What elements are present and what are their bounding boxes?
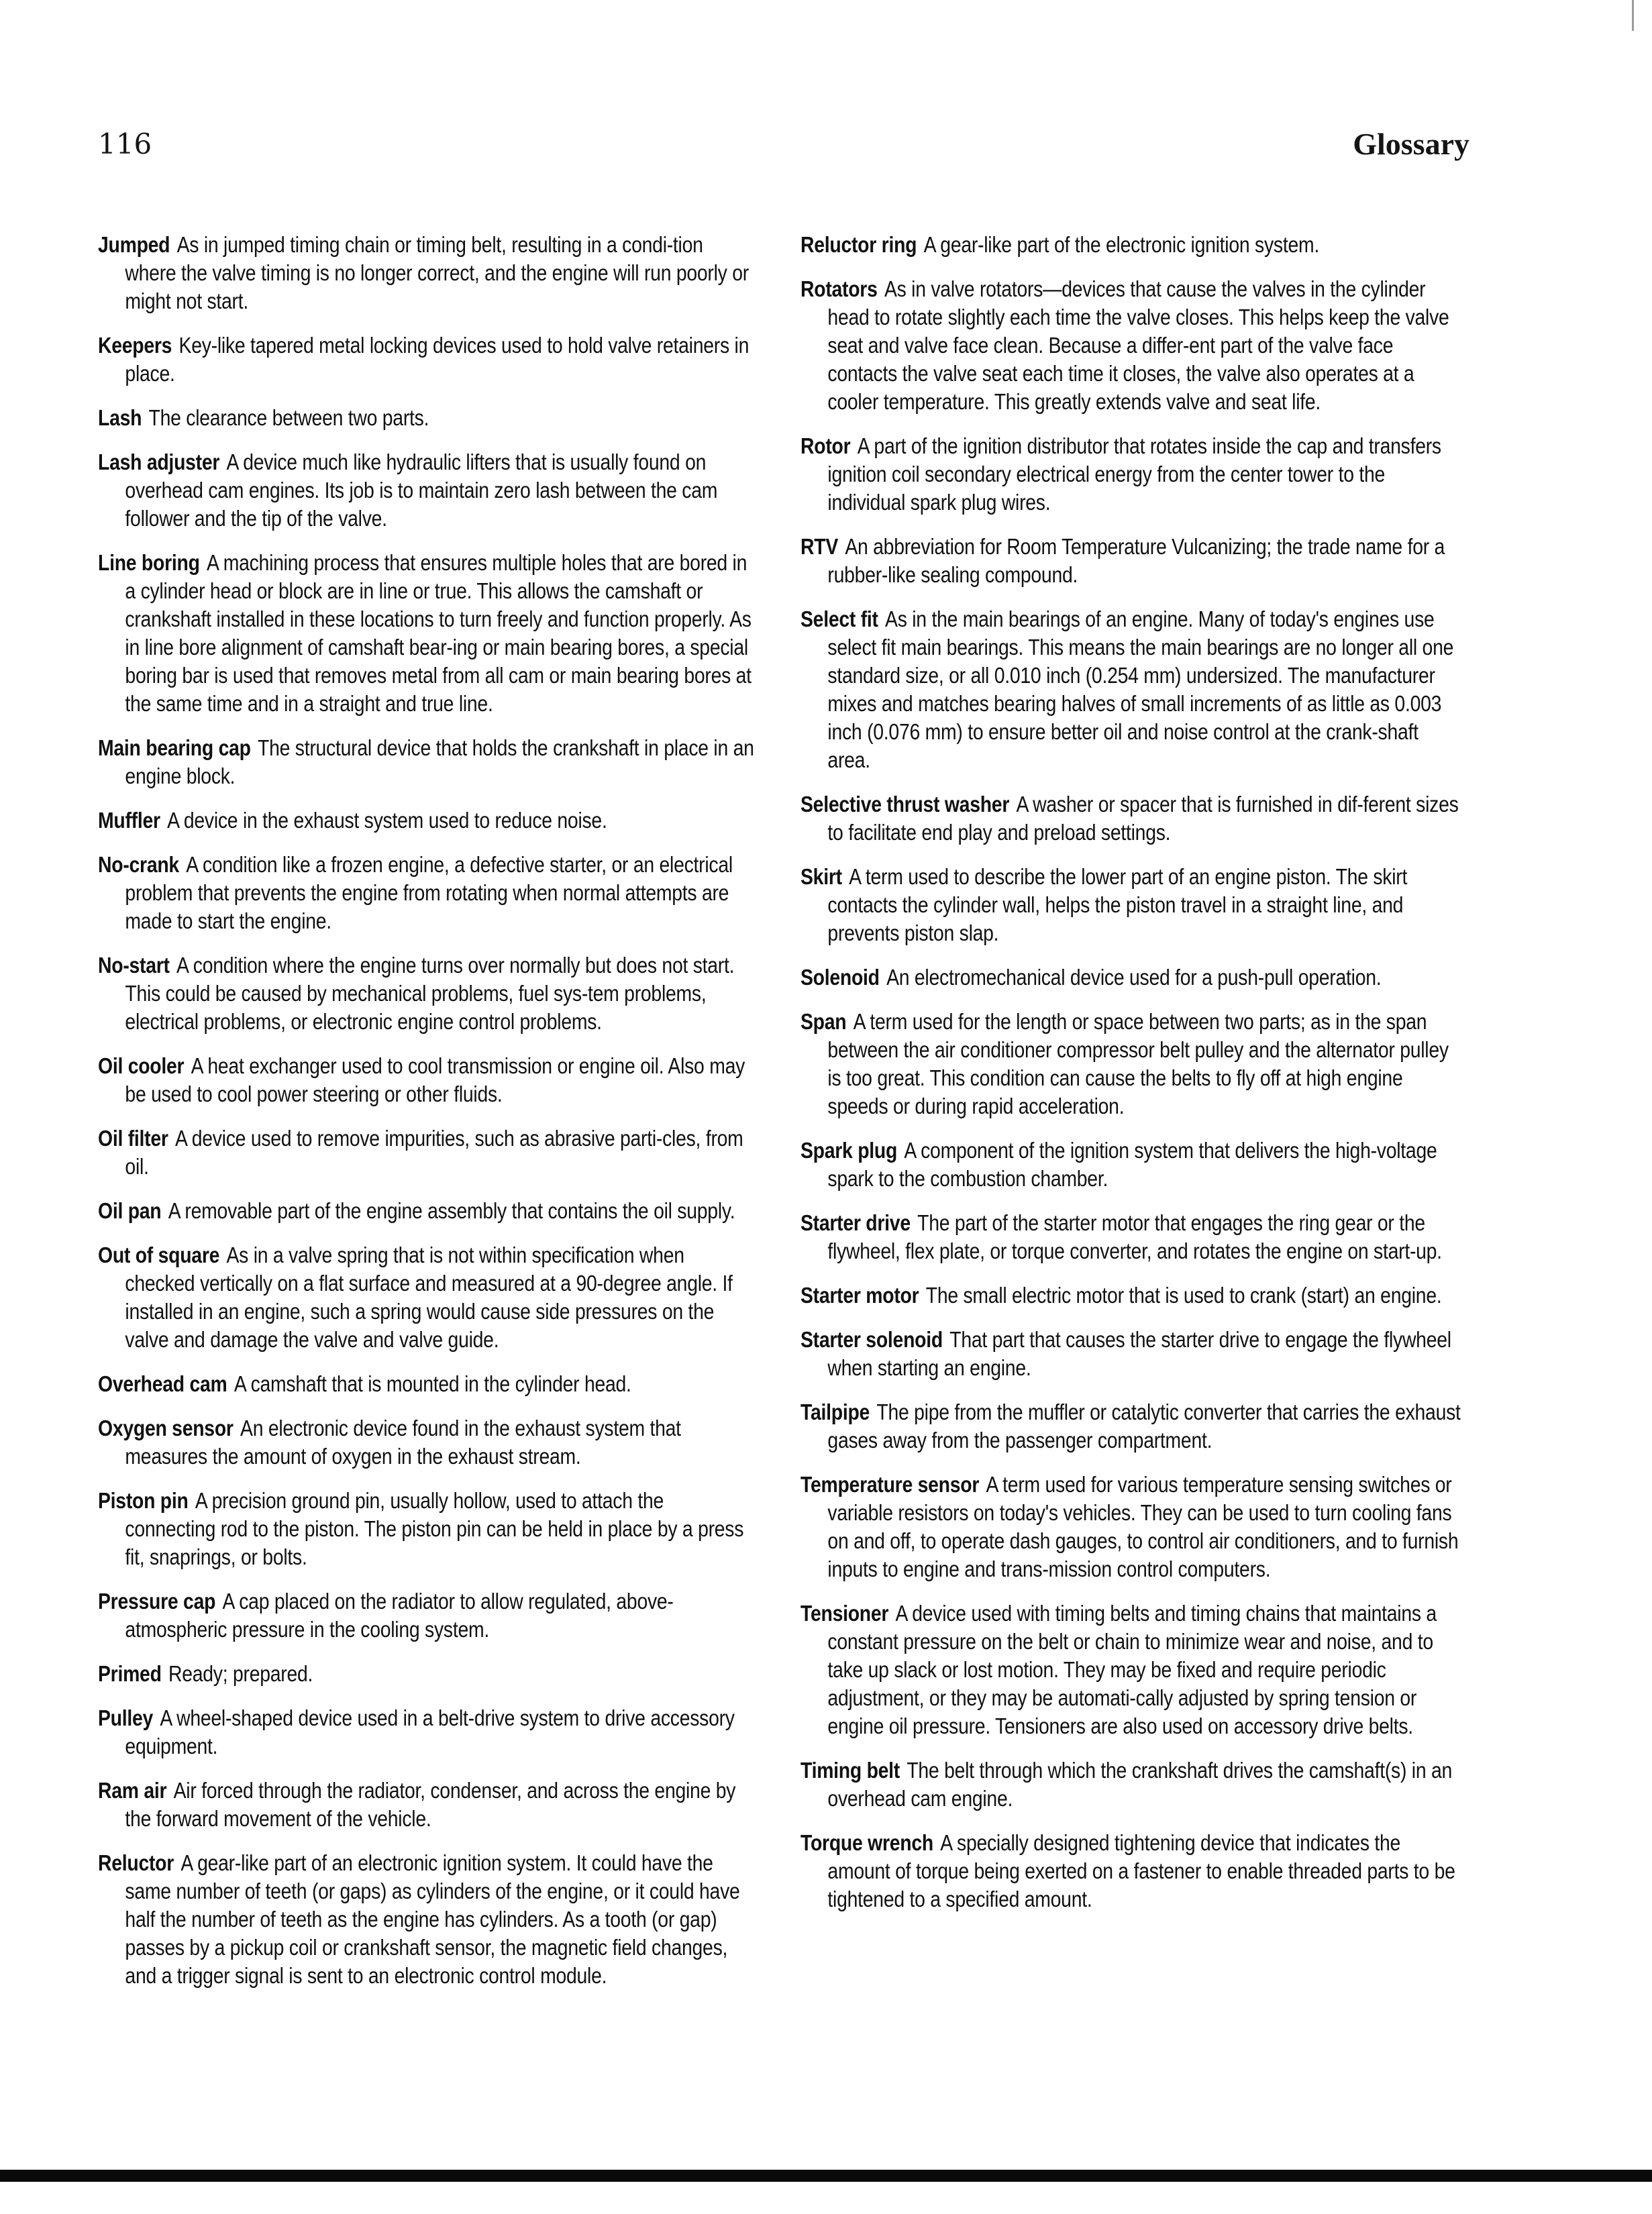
glossary-term: Primed [98, 1661, 162, 1686]
glossary-term: RTV [801, 534, 838, 559]
glossary-definition: A precision ground pin, usually hollow, used to attach the connecting rod to the piston. The piston pin can be held in place by a press fit, snaprings, or bolts. [125, 1488, 744, 1569]
glossary-term: Skirt [801, 864, 842, 889]
glossary-entry [98, 1587, 758, 1644]
glossary-entry [801, 1008, 1461, 1120]
glossary-entry [98, 231, 758, 315]
glossary-term: Lash adjuster [98, 450, 220, 474]
glossary-term: Rotor [801, 433, 851, 458]
bottom-rule [0, 2170, 1652, 2182]
glossary-term: Jumped [98, 232, 170, 257]
glossary-entry [801, 1829, 1461, 1913]
glossary-entry [98, 1487, 758, 1571]
glossary-definition: As in valve rotators—devices that cause the valves in the cylinder head to rotate slightly each time the valve closes. This helps keep the valve seat and valve face clean. Because a differ-ent part of the valve face contacts the valve seat each time it closes, the valve also operates at a cooler temperature. This greatly extends valve and seat life. [827, 276, 1449, 414]
glossary-entry [98, 1704, 758, 1760]
glossary-entry [801, 432, 1461, 517]
glossary-entry [801, 1209, 1461, 1265]
glossary-entry [801, 1398, 1461, 1455]
glossary-term: Oxygen sensor [98, 1416, 234, 1440]
glossary-term: Selective thrust washer [801, 792, 1010, 816]
glossary-definition: An electronic device found in the exhaust system that measures the amount of oxygen in the exhaust stream. [125, 1416, 681, 1469]
glossary-definition: An electromechanical device used for a push-pull operation. [886, 965, 1382, 990]
glossary-term: Rotators [801, 276, 878, 301]
glossary-definition: A specially designed tightening device that indicates the amount of torque being exerted on a fastener to enable threaded parts to be tightened to a specified amount. [827, 1830, 1455, 1911]
glossary-entry [98, 1777, 758, 1833]
glossary-entry [801, 533, 1461, 589]
glossary-definition: As in jumped timing chain or timing belt, resulting in a condi-tion where the valve timing is no longer correct, and the engine will run poorly or might not start. [125, 232, 749, 313]
glossary-definition: A condition like a frozen engine, a defective starter, or an electrical problem that prevents the engine from rotating when normal attempts are made to start the engine. [125, 852, 733, 933]
glossary-definition: A term used to describe the lower part of an engine piston. The skirt contacts the cylinder wall, helps the piston travel in a straight line, and prevents piston slap. [827, 864, 1408, 945]
glossary-definition: That part that causes the starter drive to engage the flywheel when starting an engine. [827, 1327, 1451, 1380]
glossary-entry [801, 1281, 1461, 1310]
glossary-term: Starter solenoid [801, 1327, 943, 1352]
glossary-term: Select fit [801, 607, 878, 631]
glossary-entry [801, 1756, 1461, 1813]
glossary-definition: A cap placed on the radiator to allow regulated, above-atmospheric pressure in the cooling system. [125, 1589, 674, 1642]
glossary-term: Torque wrench [801, 1830, 933, 1855]
glossary-entry [98, 1414, 758, 1471]
glossary-term: Out of square [98, 1243, 220, 1267]
glossary-entry [98, 1241, 758, 1354]
glossary-term: Reluctor ring [801, 232, 917, 257]
glossary-term: Line boring [98, 550, 200, 575]
glossary-term: Ram air [98, 1778, 167, 1803]
glossary-term: Piston pin [98, 1488, 189, 1513]
glossary-term: Starter drive [801, 1210, 911, 1235]
glossary-entry [98, 851, 758, 935]
glossary-definition: The structural device that holds the crankshaft in place in an engine block. [125, 735, 754, 788]
glossary-entry [801, 605, 1461, 774]
glossary-term: Span [801, 1009, 847, 1034]
glossary-entry [98, 448, 758, 533]
glossary-term: Reluctor [98, 1850, 174, 1875]
glossary-definition: A washer or spacer that is furnished in dif-ferent sizes to facilitate end play and preload settings. [827, 792, 1459, 845]
glossary-entry [801, 1471, 1461, 1583]
glossary-entry [801, 275, 1461, 416]
glossary-definition: A device much like hydraulic lifters that is usually found on overhead cam engines. Its job is to maintain zero lash between the cam follower and the tip of the valve. [125, 450, 718, 531]
glossary-definition: An abbreviation for Room Temperature Vulcanizing; the trade name for a rubber-like sealing compound. [827, 534, 1445, 587]
glossary-definition: A camshaft that is mounted in the cylinder head. [234, 1371, 631, 1396]
glossary-definition: A machining process that ensures multiple holes that are bored in a cylinder head or block are in line or true. This allows the camshaft or crankshaft installed in these locations to turn freely and function properly. As in line bore alignment of camshaft bear-ing or main bearing bores, a special boring bar is used that removes metal from all cam or main bearing bores at the same time and in a straight and true line. [125, 550, 752, 716]
glossary-entry [801, 1137, 1461, 1193]
glossary-entry [98, 1197, 758, 1225]
glossary-term: Overhead cam [98, 1371, 227, 1396]
running-head: Glossary [1353, 127, 1469, 161]
glossary-entry [98, 1660, 758, 1688]
glossary-entry [98, 1849, 758, 1990]
glossary-entry [98, 1052, 758, 1108]
glossary-term: No-crank [98, 852, 179, 877]
glossary-term: Muffler [98, 808, 160, 833]
glossary-entry [98, 331, 758, 388]
glossary-entry [801, 863, 1461, 947]
glossary-term: Keepers [98, 333, 172, 358]
glossary-term: Tailpipe [801, 1400, 870, 1424]
glossary-definition: A condition where the engine turns over normally but does not start. This could be caused by mechanical problems, fuel sys-tem problems, electrical problems, or electronic engine control problems. [125, 953, 735, 1034]
glossary-definition: A heat exchanger used to cool transmission or engine oil. Also may be used to cool power steering or other fluids. [125, 1053, 745, 1106]
glossary-entry [98, 734, 758, 790]
glossary-term: Main bearing cap [98, 735, 251, 760]
scan-edge-mark [1632, 0, 1634, 31]
glossary-definition: As in a valve spring that is not within specification when checked vertically on a flat surface and measured at a 90-degree angle. If installed in an engine, such a spring would cause side pressures on the valve and damage the valve and valve guide. [125, 1243, 733, 1352]
glossary-definition: The small electric motor that is used to crank (start) an engine. [925, 1283, 1442, 1308]
glossary-term: Solenoid [801, 965, 880, 990]
glossary-entry [801, 790, 1461, 847]
glossary-definition: A term used for the length or space between two parts; as in the span between the air conditioner compressor belt pulley and the alternator pulley is too great. This condition can cause the belts to fly off at high engine speeds or during rapid acceleration. [827, 1009, 1449, 1118]
glossary-definition: A component of the ignition system that delivers the high-voltage spark to the combustion chamber. [827, 1138, 1437, 1191]
glossary-term: Tensioner [801, 1601, 889, 1626]
glossary-definition: A term used for various temperature sensing switches or variable resistors on today's vehicles. They can be used to turn cooling fans on and off, to operate dash gauges, to control air conditioners, and to furnish inputs to engine and trans-mission control computers. [827, 1472, 1459, 1581]
glossary-definition: A part of the ignition distributor that rotates inside the cap and transfers ignition coil secondary electrical energy from the center tower to the individual spark plug wires. [827, 433, 1441, 515]
glossary-definition: The pipe from the muffler or catalytic converter that carries the exhaust gases away from the passenger compartment. [827, 1400, 1461, 1453]
glossary-definition: The belt through which the crankshaft drives the camshaft(s) in an overhead cam engine. [827, 1758, 1453, 1811]
glossary-entry [98, 951, 758, 1036]
glossary-entry [98, 806, 758, 835]
glossary-entry [98, 1124, 758, 1181]
glossary-entry [801, 1599, 1461, 1740]
glossary-term: Oil pan [98, 1198, 162, 1223]
glossary-term: Starter motor [801, 1283, 919, 1308]
glossary-definition: As in the main bearings of an engine. Many of today's engines use select fit main bearings. This means the main bearings are no longer all one standard size, or all 0.010 inch (0.254 mm) undersized. The manufacturer mixes and matches bearing halves of small increments of as little as 0.003 inch (0.076 mm) to ensure better oil and noise control at the crank-shaft area. [827, 607, 1454, 772]
glossary-definition: A gear-like part of an electronic ignition system. It could have the same number of teeth (or gaps) as cylinders of the engine, or it could have half the number of teeth as the engine has cylinders. As a tooth (or gap) passes by a pickup coil or crankshaft sensor, the magnetic field changes, and a trigger signal is sent to an electronic control module. [125, 1850, 740, 1988]
glossary-entry [801, 231, 1461, 259]
glossary-column-left [98, 231, 758, 2006]
glossary-term: Oil filter [98, 1126, 168, 1151]
glossary-entry [98, 549, 758, 718]
glossary-term: Timing belt [801, 1758, 900, 1783]
glossary-term: Pulley [98, 1705, 154, 1730]
glossary-entry [98, 404, 758, 432]
glossary-term: No-start [98, 953, 170, 978]
glossary-definition: Air forced through the radiator, condenser, and across the engine by the forward movement of the vehicle. [125, 1778, 736, 1831]
glossary-column-right [801, 231, 1461, 1930]
glossary-definition: A device used with timing belts and timing chains that maintains a constant pressure on the belt or chain to minimize wear and noise, and to take up slack or lost motion. They may be fixed and require periodic adjustment, or they may be automati-cally adjusted by spring tension or engine oil pressure. Tensioners are also used on accessory drive belts. [827, 1601, 1437, 1738]
glossary-definition: A gear-like part of the electronic ignition system. [923, 232, 1319, 257]
glossary-definition: A wheel-shaped device used in a belt-drive system to drive accessory equipment. [125, 1705, 735, 1758]
page-number: 116 [98, 127, 152, 160]
glossary-definition: Key-like tapered metal locking devices used to hold valve retainers in place. [125, 333, 750, 386]
glossary-term: Oil cooler [98, 1053, 185, 1078]
glossary-term: Spark plug [801, 1138, 898, 1163]
glossary-term: Temperature sensor [801, 1472, 980, 1497]
glossary-term: Lash [98, 405, 142, 430]
glossary-definition: Ready; prepared. [168, 1661, 313, 1686]
glossary-entry [801, 963, 1461, 992]
glossary-definition: The clearance between two parts. [148, 405, 429, 430]
glossary-definition: A device in the exhaust system used to reduce noise. [167, 808, 607, 833]
glossary-definition: A device used to remove impurities, such as abrasive parti-cles, from oil. [125, 1126, 743, 1179]
glossary-definition: A removable part of the engine assembly that contains the oil supply. [168, 1198, 735, 1223]
glossary-term: Pressure cap [98, 1589, 216, 1614]
glossary-entry [98, 1370, 758, 1398]
glossary-definition: The part of the starter motor that engages the ring gear or the flywheel, flex plate, or torque converter, and rotates the engine on start-up. [827, 1210, 1442, 1263]
glossary-entry [801, 1326, 1461, 1382]
